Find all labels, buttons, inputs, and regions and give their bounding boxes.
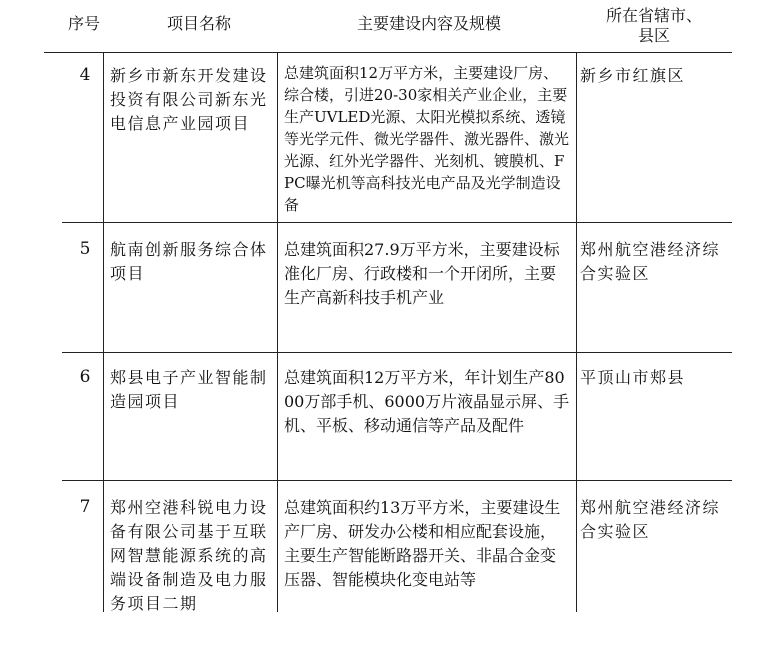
column-divider	[277, 52, 278, 612]
row-project-name: 航南创新服务综合体项目	[110, 240, 268, 283]
row-project-name: 新乡市新东开发建设投资有限公司新东光电信息产业园项目	[110, 66, 268, 133]
column-divider	[103, 52, 104, 612]
row-construction-content: 总建筑面积27.9万平方米，主要建设标准化厂房、行政楼和一个开闭所，主要生产高新科技手机产业	[284, 240, 560, 307]
header-location-line1: 所在省辖市、	[605, 6, 702, 25]
row-construction-content: 总建筑面积12万平方米，主要建设厂房、综合楼，引进20-30家相关产业企业，主要生产UVLED光源、太阳光模拟系统、透镜等光学元件、微光学器件、激光器件、激光光源、红外光学器件、光刻机、镀膜机、FPC曝光机等高科技光电产品及光学制造设备	[284, 64, 570, 214]
row-divider	[62, 480, 732, 481]
row-project-name: 郑州空港科锐电力设备有限公司基于互联网智慧能源系统的高端设备制造及电力服务项目二期	[110, 498, 268, 613]
row-location: 新乡市红旗区	[580, 66, 686, 85]
row-location: 郑州航空港经济综合实验区	[580, 498, 721, 541]
row-divider	[62, 352, 732, 353]
header-location	[574, 0, 734, 52]
table-header-row	[44, 0, 732, 53]
column-divider	[576, 52, 577, 612]
header-location-line2: 县区	[637, 26, 670, 45]
row-project-name: 郏县电子产业智能制造园项目	[110, 368, 268, 411]
row-divider	[62, 222, 732, 223]
row-construction-content: 总建筑面积12万平方米，年计划生产8000万部手机、6000万片液晶显示屏、手机、平板、移动通信等产品及配件	[284, 368, 570, 435]
row-seq: 7	[79, 497, 91, 517]
header-construction-content: 主要建设内容及规模	[356, 14, 501, 33]
row-seq: 6	[79, 367, 91, 387]
row-location: 平顶山市郏县	[580, 368, 686, 387]
row-seq: 4	[79, 65, 91, 85]
row-location: 郑州航空港经济综合实验区	[580, 240, 721, 283]
header-seq: 序号	[67, 14, 100, 33]
row-seq: 5	[79, 239, 91, 259]
header-project-name: 项目名称	[166, 14, 231, 33]
row-construction-content: 总建筑面积约13万平方米，主要建设生产厂房、研发办公楼和相应配套设施，主要生产智能断路器开关、非晶合金变压器、智能模块化变电站等	[284, 498, 561, 589]
